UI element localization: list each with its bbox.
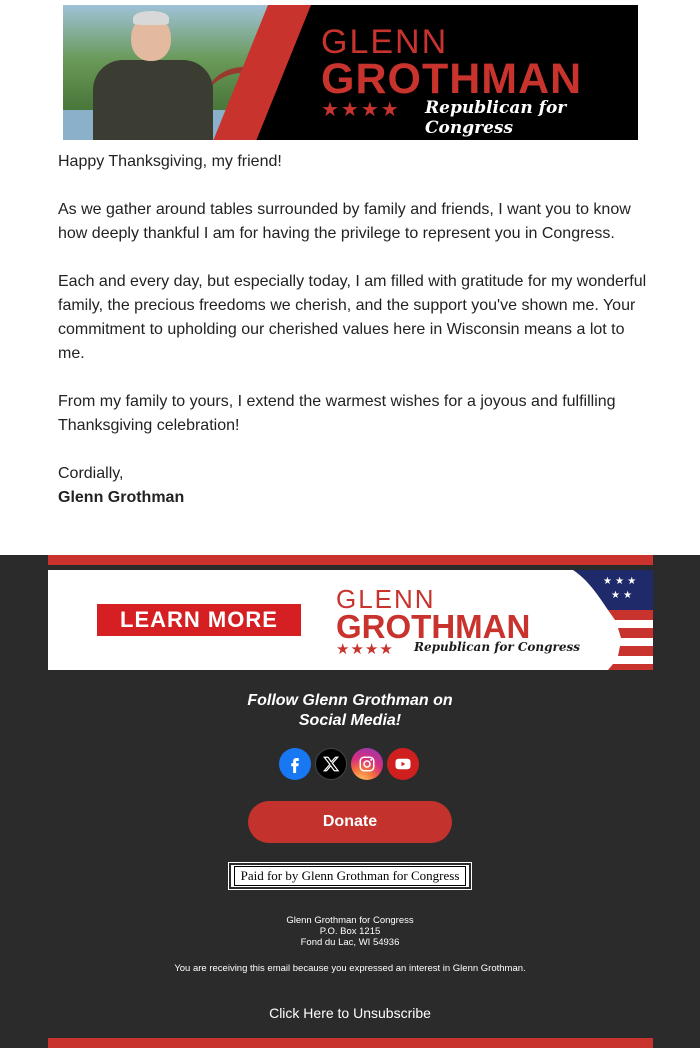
banner-last-name: GROTHMAN (321, 55, 583, 103)
x-icon[interactable] (315, 748, 347, 780)
american-flag-icon (563, 570, 653, 670)
learn-more-banner[interactable] (48, 570, 653, 670)
svg-text:★ ★ ★: ★ ★ ★ (603, 576, 637, 587)
letter-paragraph-2: Each and every day, but especially today, I am filled with gratitude for my wonderful family, the precious freedoms we cherish, and the support you've shown me. Your commitment to upholding our cherished values here in Wisconsin means a lot to me. (58, 273, 647, 362)
letter-closing: Cordially, (58, 465, 124, 482)
social-icons (279, 748, 421, 782)
header-banner (63, 5, 638, 140)
donate-button[interactable]: Donate (248, 801, 452, 843)
candidate-hair (133, 11, 169, 25)
letter-paragraph-1: As we gather around tables surrounded by family and friends, I want you to know how deeply thankful I am for having the privilege to represent you in Congress. (58, 201, 631, 242)
instagram-icon[interactable] (351, 748, 383, 780)
svg-text:★ ★: ★ ★ (611, 590, 633, 601)
subscription-notice: You are receiving this email because you expressed an interest in Glenn Grothman. (174, 963, 526, 974)
promo-last-name: GROTHMAN (336, 608, 531, 645)
learn-more-button[interactable]: LEARN MORE (97, 604, 301, 636)
unsubscribe-link[interactable]: Click Here to Unsubscribe (269, 1005, 431, 1021)
follow-heading (0, 691, 700, 731)
banner-stars-icon: ★★★★ (321, 99, 401, 121)
youtube-icon[interactable] (387, 748, 419, 780)
promo-tagline: Republican for Congress (414, 640, 581, 654)
paid-for-disclaimer (229, 863, 471, 889)
candidate-body (93, 60, 213, 140)
letter-signature: Glenn Grothman (58, 489, 185, 506)
promo-stars-icon: ★★★★ (336, 641, 394, 658)
follow-line-2: Social Media! (298, 712, 402, 729)
mailing-address (0, 915, 700, 948)
banner-tagline: Republican for Congress (425, 98, 567, 138)
letter-body (58, 150, 648, 534)
footer-top-strip (48, 555, 653, 565)
facebook-icon[interactable] (279, 748, 311, 780)
footer (0, 555, 700, 1048)
footer-bottom-strip (48, 1038, 653, 1048)
promo-first-name: GLENN (336, 584, 436, 614)
address-line-3: Fond du Lac, WI 54936 (300, 937, 400, 948)
address-line-1: Glenn Grothman for Congress (286, 915, 414, 926)
address-line-2: P.O. Box 1215 (319, 926, 381, 937)
follow-line-1: Follow Glenn Grothman on (247, 692, 453, 709)
letter-greeting: Happy Thanksgiving, my friend! (58, 153, 282, 170)
banner-first-name: GLENN (321, 23, 449, 61)
paid-for-text: Paid for by Glenn Grothman for Congress (234, 866, 467, 886)
letter-paragraph-3: From my family to yours, I extend the warmest wishes for a joyous and fulfilling Thanksgiving celebration! (58, 393, 616, 434)
